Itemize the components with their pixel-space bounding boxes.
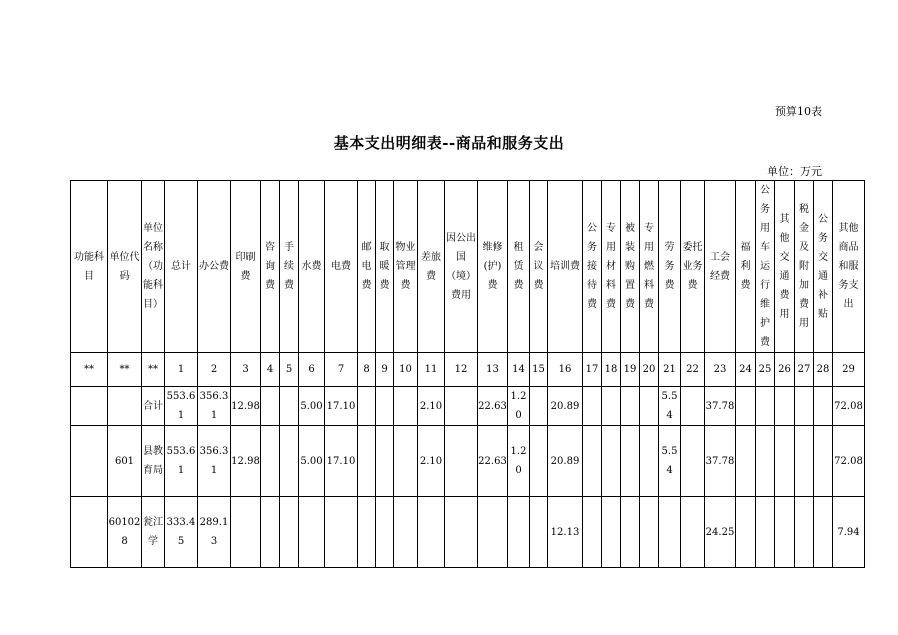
column-header-label: 福利费 (740, 242, 751, 291)
value-cell (325, 387, 358, 426)
column-header-label: 总计 (171, 261, 191, 272)
column-number (814, 353, 833, 387)
value-cell (583, 387, 602, 426)
value-cell (376, 497, 394, 568)
cell-value: 356.31 (199, 446, 229, 476)
unit-code: 601 (114, 455, 135, 467)
value-cell (705, 387, 736, 426)
column-number (705, 353, 736, 387)
column-number (376, 353, 394, 387)
column-number-label: 18 (604, 364, 618, 375)
value-cell (659, 387, 681, 426)
value-cell (358, 497, 376, 568)
value-cell (602, 497, 621, 568)
column-number (756, 353, 775, 387)
value-cell (231, 497, 261, 568)
value-cell (814, 497, 833, 568)
value-cell (165, 497, 198, 568)
column-number-label: 5 (285, 364, 293, 375)
value-cell (705, 426, 736, 497)
value-cell (659, 497, 681, 568)
unit-code-cell (108, 426, 142, 497)
value-cell (445, 387, 478, 426)
column-header-label: 取暖费 (379, 242, 390, 291)
value-cell (736, 426, 756, 497)
value-cell (602, 426, 621, 497)
column-number (530, 353, 548, 387)
column-header (376, 181, 394, 353)
value-cell (478, 387, 508, 426)
value-cell (394, 426, 418, 497)
value-cell (681, 497, 705, 568)
column-header (394, 181, 418, 353)
value-cell (299, 387, 325, 426)
value-cell (583, 497, 602, 568)
column-header (261, 181, 280, 353)
value-cell (756, 426, 775, 497)
column-header (299, 181, 325, 353)
cell-value: 12.13 (550, 526, 580, 538)
value-cell (530, 426, 548, 497)
unit-code-cell (108, 497, 142, 568)
unit-name-cell (142, 426, 165, 497)
value-cell (640, 497, 659, 568)
column-number-label: 27 (797, 364, 811, 375)
value-cell (358, 387, 376, 426)
unit-name: 县教育局 (143, 446, 163, 476)
value-cell (548, 387, 583, 426)
value-cell (795, 426, 814, 497)
column-number-label: ** (119, 364, 130, 375)
column-number-label: 19 (623, 364, 637, 375)
column-header-label: 功能科目 (74, 251, 104, 282)
value-cell (478, 426, 508, 497)
column-header-label: 培训费 (550, 261, 580, 272)
value-cell (394, 497, 418, 568)
column-header-label: 公务用车运行维护费 (760, 185, 770, 348)
column-number-label: 12 (454, 364, 468, 375)
column-header-label: 因公出国（境）费用 (446, 232, 476, 301)
column-header (640, 181, 659, 353)
column-header (71, 181, 108, 353)
column-number-label: 14 (512, 364, 525, 375)
value-cell (602, 387, 621, 426)
cell-value: 356.31 (199, 391, 229, 421)
column-header (478, 181, 508, 353)
unit-name: 合计 (143, 400, 163, 412)
column-header (756, 181, 775, 353)
column-number (583, 353, 602, 387)
value-cell (833, 387, 865, 426)
value-cell (548, 426, 583, 497)
value-cell (621, 426, 640, 497)
value-cell (775, 387, 795, 426)
column-header-label: 物业管理费 (395, 242, 416, 291)
column-number (659, 353, 681, 387)
column-header-label: 工会经费 (710, 251, 730, 282)
column-number-label: 16 (558, 364, 572, 375)
value-cell (280, 426, 299, 497)
cell-value: 37.78 (705, 455, 735, 467)
value-cell (583, 426, 602, 497)
value-cell (478, 497, 508, 568)
column-header (508, 181, 530, 353)
unit-name-cell (142, 497, 165, 568)
column-header (280, 181, 299, 353)
column-header (583, 181, 602, 353)
column-number (325, 353, 358, 387)
function-subject-cell (71, 426, 108, 497)
column-header (833, 181, 865, 353)
value-cell (640, 387, 659, 426)
column-number (795, 353, 814, 387)
cell-value: 5.00 (300, 455, 323, 467)
value-cell (530, 387, 548, 426)
cell-value: 20.89 (550, 400, 580, 412)
value-cell (394, 387, 418, 426)
cell-value: 12.98 (231, 400, 260, 412)
column-header-label: 邮电费 (361, 242, 372, 291)
column-number (833, 353, 865, 387)
value-cell (231, 426, 261, 497)
column-header-label: 会议费 (533, 242, 544, 291)
column-number (736, 353, 756, 387)
column-number (280, 353, 299, 387)
column-number (261, 353, 280, 387)
column-number (165, 353, 198, 387)
column-number (775, 353, 795, 387)
cell-value: 17.10 (326, 400, 356, 412)
value-cell (165, 426, 198, 497)
cell-value: 72.08 (834, 400, 863, 412)
column-header-label: 办公费 (199, 261, 229, 272)
column-header-label: 其他交通费用 (779, 213, 790, 320)
column-header-label: 专用材料费 (606, 223, 616, 310)
cell-value: 5.54 (661, 446, 678, 476)
value-cell (280, 497, 299, 568)
column-header-label: 租赁费 (513, 242, 524, 291)
table-row (71, 426, 865, 497)
column-number-label: 25 (758, 364, 772, 375)
value-cell (795, 497, 814, 568)
value-cell (775, 426, 795, 497)
column-header (165, 181, 198, 353)
column-number (358, 353, 376, 387)
column-header-label: 维修(护)费 (482, 242, 503, 291)
column-header (681, 181, 705, 353)
column-number-label: 7 (337, 364, 345, 375)
column-header-label: 水费 (301, 261, 322, 272)
table-row (71, 497, 865, 568)
value-cell (198, 426, 231, 497)
cell-value: 37.78 (705, 400, 735, 412)
column-number-label: 4 (266, 364, 274, 375)
column-header (795, 181, 814, 353)
column-number-label: 24 (739, 364, 752, 375)
cell-value: 1.20 (510, 446, 527, 476)
value-cell (418, 426, 445, 497)
column-number (299, 353, 325, 387)
value-cell (376, 387, 394, 426)
value-cell (736, 497, 756, 568)
column-number-label: 3 (242, 364, 249, 375)
value-cell (261, 426, 280, 497)
column-header-label: 税金及附加费用 (799, 204, 809, 329)
column-number-label: 6 (308, 364, 315, 375)
cell-value: 22.63 (478, 400, 507, 412)
column-header-label: 专用燃料费 (644, 223, 654, 310)
value-cell (795, 387, 814, 426)
value-cell (548, 497, 583, 568)
cell-value: 553.61 (166, 391, 196, 421)
cell-value: 7.94 (837, 526, 860, 538)
column-number-label: 8 (363, 364, 370, 375)
column-number (478, 353, 508, 387)
column-number-label: 20 (642, 364, 656, 375)
value-cell (775, 497, 795, 568)
column-header (736, 181, 756, 353)
column-header (418, 181, 445, 353)
table-row (71, 387, 865, 426)
column-header (358, 181, 376, 353)
column-header-label: 单位名称（功能科目） (143, 223, 163, 310)
column-number-label: 21 (663, 364, 676, 375)
value-cell (299, 497, 325, 568)
column-header (231, 181, 261, 353)
cell-value: 289.13 (199, 517, 229, 547)
value-cell (659, 426, 681, 497)
column-number-label: 28 (816, 364, 830, 375)
column-header (108, 181, 142, 353)
column-number (418, 353, 445, 387)
column-header-label: 单位代码 (109, 251, 140, 282)
value-cell (508, 387, 530, 426)
cell-value: 5.00 (300, 400, 323, 412)
value-cell (325, 426, 358, 497)
value-cell (418, 497, 445, 568)
value-cell (445, 497, 478, 568)
column-header-label: 劳务费 (664, 242, 675, 291)
column-number (142, 353, 165, 387)
value-cell (261, 497, 280, 568)
column-number (71, 353, 108, 387)
column-number-label: 10 (399, 364, 412, 375)
value-cell (376, 426, 394, 497)
unit-code-cell (108, 387, 142, 426)
column-number (681, 353, 705, 387)
column-header-label: 委托业务费 (682, 242, 703, 291)
cell-value: 72.08 (834, 455, 863, 467)
column-header (814, 181, 833, 353)
cell-value: 553.61 (166, 446, 196, 476)
cell-value: 5.54 (661, 391, 678, 421)
value-cell (325, 497, 358, 568)
value-cell (358, 426, 376, 497)
value-cell (640, 426, 659, 497)
column-number-label: 29 (842, 364, 855, 375)
cell-value: 12.98 (231, 455, 260, 467)
value-cell (299, 426, 325, 497)
column-number-label: 1 (177, 364, 185, 375)
column-header (198, 181, 231, 353)
column-number-label: 15 (532, 364, 545, 375)
column-number-label: 17 (585, 364, 599, 375)
column-header-label: 咨询费 (265, 242, 275, 291)
column-header (775, 181, 795, 353)
column-number (508, 353, 530, 387)
function-subject-cell (71, 497, 108, 568)
column-header (530, 181, 548, 353)
column-header (602, 181, 621, 353)
column-header (659, 181, 681, 353)
column-number (602, 353, 621, 387)
value-cell (681, 387, 705, 426)
column-number (231, 353, 261, 387)
column-header (445, 181, 478, 353)
column-header (142, 181, 165, 353)
column-header (325, 181, 358, 353)
form-number: 预算10表 (775, 105, 822, 118)
value-cell (705, 497, 736, 568)
value-cell (280, 387, 299, 426)
value-cell (418, 387, 445, 426)
expense-table (70, 180, 865, 568)
value-cell (756, 497, 775, 568)
value-cell (261, 387, 280, 426)
cell-value: 20.89 (550, 455, 580, 467)
column-number (548, 353, 583, 387)
column-number-label: ** (148, 364, 158, 375)
value-cell (530, 497, 548, 568)
value-cell (445, 426, 478, 497)
function-subject-cell (71, 387, 108, 426)
column-number-label: 23 (713, 364, 727, 375)
column-header (621, 181, 640, 353)
value-cell (508, 497, 530, 568)
value-cell (814, 387, 833, 426)
value-cell (814, 426, 833, 497)
column-header-label: 印刷费 (235, 251, 256, 282)
value-cell (508, 426, 530, 497)
column-header (548, 181, 583, 353)
value-cell (621, 497, 640, 568)
unit-name-cell (142, 387, 165, 426)
cell-value: 17.10 (326, 455, 356, 467)
unit-code: 601028 (108, 517, 141, 547)
column-header (705, 181, 736, 353)
column-number-label: ** (84, 364, 94, 375)
column-number (394, 353, 418, 387)
cell-value: 2.10 (419, 455, 443, 467)
header-row (71, 181, 865, 353)
value-cell (833, 426, 865, 497)
column-number (445, 353, 478, 387)
value-cell (198, 387, 231, 426)
column-number-label: 26 (778, 364, 791, 375)
value-cell (833, 497, 865, 568)
page-title: 基本支出明细表--商品和服务支出 (333, 134, 565, 152)
column-header-label: 被装购置费 (625, 223, 635, 310)
column-number-label: 2 (210, 364, 218, 375)
value-cell (231, 387, 261, 426)
value-cell (736, 387, 756, 426)
column-number-row (71, 353, 865, 387)
cell-value: 333.45 (166, 517, 196, 547)
column-number (198, 353, 231, 387)
cell-value: 24.25 (705, 526, 735, 538)
column-number (640, 353, 659, 387)
column-header-label: 公务接待费 (587, 223, 597, 310)
unit-label: 单位：万元 (767, 165, 822, 178)
column-number-label: 11 (424, 364, 438, 375)
column-header-label: 公务交通补贴 (818, 213, 828, 320)
cell-value: 1.20 (510, 391, 527, 421)
value-cell (165, 387, 198, 426)
value-cell (621, 387, 640, 426)
column-number (621, 353, 640, 387)
column-number-label: 22 (686, 364, 699, 375)
value-cell (198, 497, 231, 568)
column-header-label: 手续费 (284, 242, 294, 291)
column-number-label: 13 (486, 364, 499, 375)
column-header-label: 差旅费 (421, 251, 441, 282)
value-cell (756, 387, 775, 426)
column-header-label: 电费 (331, 261, 351, 272)
value-cell (681, 426, 705, 497)
column-number (108, 353, 142, 387)
cell-value: 2.10 (419, 400, 443, 412)
column-header-label: 其他商品和服务支出 (838, 223, 859, 310)
unit-name: 瓮江学 (143, 517, 163, 547)
cell-value: 22.63 (478, 455, 507, 467)
column-number-label: 9 (381, 364, 388, 375)
